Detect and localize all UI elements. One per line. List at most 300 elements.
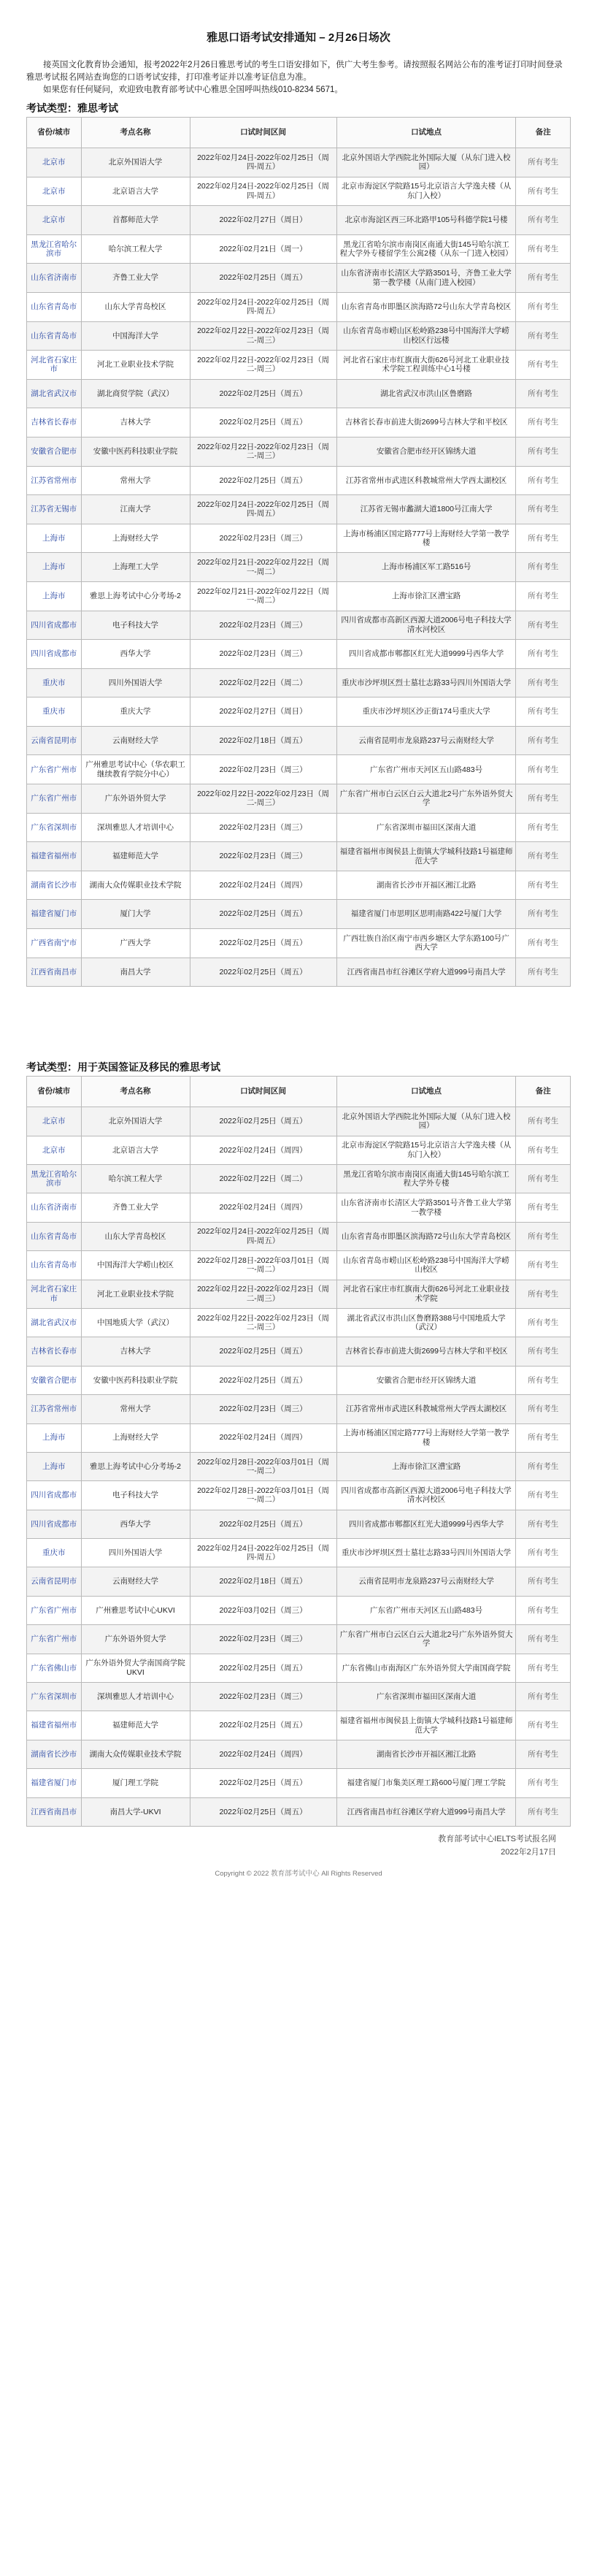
cell-center: 四川外国语大学 xyxy=(81,668,190,697)
cell-center: 北京外国语大学 xyxy=(81,1107,190,1136)
table-row xyxy=(27,1423,571,1452)
cell-center: 吉林大学 xyxy=(81,1337,190,1366)
cell-time: 2022年02月24日-2022年02月25日（周四-周五） xyxy=(190,292,336,321)
cell-note: 所有考生 xyxy=(516,321,571,351)
cell-city: 福建省福州市 xyxy=(27,842,82,871)
cell-city: 吉林省长春市 xyxy=(27,408,82,437)
cell-time: 2022年02月25日（周五） xyxy=(190,264,336,293)
table-row xyxy=(27,1395,571,1423)
cell-center: 北京外国语大学 xyxy=(81,148,190,177)
intro-paragraph: 接英国文化教育协会通知，报考2022年2月26日雅思考试的考生口语安排如下，供广大考生参考。请按照报名网站公布的准考证打印时间登录雅思考试报名网站查询您的口语考试安排，打印准考证并以准考证信息为准。 xyxy=(26,61,563,82)
cell-center: 北京语言大学 xyxy=(81,177,190,206)
cell-note: 所有考生 xyxy=(516,755,571,784)
cell-center: 福建师范大学 xyxy=(81,842,190,871)
intro-paragraph: 如果您有任何疑问，欢迎致电教育部考试中心雅思全国呼叫热线010-8234 5671。 xyxy=(43,85,343,94)
cell-center: 广州雅思考试中心UKVI xyxy=(81,1596,190,1624)
footer-date: 2022年2月17日 xyxy=(501,1847,556,1857)
cell-location: 云南省昆明市龙泉路237号云南财经大学 xyxy=(336,726,516,755)
cell-city: 广东省佛山市 xyxy=(27,1654,82,1682)
cell-time: 2022年02月22日-2022年02月23日（周二-周三） xyxy=(190,784,336,814)
cell-location: 广东省广州市天河区五山路483号 xyxy=(336,1596,516,1624)
cell-note: 所有考生 xyxy=(516,1769,571,1797)
table-row xyxy=(27,726,571,755)
cell-city: 北京市 xyxy=(27,206,82,235)
cell-location: 山东省青岛市即墨区滨海路72号山东大学青岛校区 xyxy=(336,292,516,321)
cell-note: 所有考生 xyxy=(516,581,571,611)
cell-note: 所有考生 xyxy=(516,784,571,814)
footer-org: 教育部考试中心IELTS考试报名网 xyxy=(438,1834,556,1843)
cell-note: 所有考生 xyxy=(516,1165,571,1193)
cell-city: 山东省青岛市 xyxy=(27,1251,82,1280)
cell-note: 所有考生 xyxy=(516,1222,571,1250)
cell-center: 中国海洋大学 xyxy=(81,321,190,351)
header-note: 备注 xyxy=(516,118,571,148)
cell-time: 2022年02月22日-2022年02月23日（周二-周三） xyxy=(190,1308,336,1337)
cell-city: 黑龙江省哈尔滨市 xyxy=(27,234,82,264)
cell-location: 山东省济南市长清区大学路3501号齐鲁工业大学第一教学楼 xyxy=(336,1193,516,1222)
table-row xyxy=(27,697,571,727)
table-row xyxy=(27,1165,571,1193)
cell-city: 福建省厦门市 xyxy=(27,900,82,929)
header-center: 考点名称 xyxy=(81,118,190,148)
cell-time: 2022年02月23日（周三） xyxy=(190,1683,336,1711)
cell-time: 2022年02月21日-2022年02月22日（周一-周二） xyxy=(190,581,336,611)
cell-note: 所有考生 xyxy=(516,408,571,437)
cell-location: 四川省成都市高新区西源大道2006号电子科技大学清水河校区 xyxy=(336,611,516,640)
cell-location: 湖北省武汉市洪山区鲁磨路388号中国地质大学（武汉） xyxy=(336,1308,516,1337)
cell-note: 所有考生 xyxy=(516,1107,571,1136)
table-row xyxy=(27,1711,571,1740)
cell-location: 福建省厦门市集美区理工路600号厦门理工学院 xyxy=(336,1769,516,1797)
header-city: 省份/城市 xyxy=(27,1077,82,1107)
cell-location: 江苏省无锡市蠡湖大道1800号江南大学 xyxy=(336,495,516,524)
cell-center: 哈尔滨工程大学 xyxy=(81,234,190,264)
table-row xyxy=(27,1625,571,1654)
cell-location: 重庆市沙坪坝区沙正街174号重庆大学 xyxy=(336,697,516,727)
table-row xyxy=(27,292,571,321)
cell-note: 所有考生 xyxy=(516,1539,571,1567)
cell-location: 江苏省常州市武进区科教城常州大学西太湖校区 xyxy=(336,466,516,495)
cell-center: 吉林大学 xyxy=(81,408,190,437)
cell-time: 2022年02月27日（周日） xyxy=(190,206,336,235)
table-row xyxy=(27,842,571,871)
cell-location: 河北省石家庄市红旗南大街626号河北工业职业技术学院 xyxy=(336,1280,516,1308)
cell-time: 2022年02月23日（周三） xyxy=(190,640,336,669)
cell-center: 湖南大众传媒职业技术学院 xyxy=(81,871,190,900)
cell-center: 安徽中医药科技职业学院 xyxy=(81,1366,190,1394)
copyright: Copyright © 2022 教育部考试中心 All Rights Reserved xyxy=(215,1869,382,1878)
cell-note: 所有考生 xyxy=(516,1740,571,1768)
cell-center: 深圳雅思人才培训中心 xyxy=(81,813,190,842)
cell-note: 所有考生 xyxy=(516,900,571,929)
table-header-row xyxy=(27,1077,571,1107)
cell-time: 2022年02月28日-2022年03月01日（周一-周二） xyxy=(190,1481,336,1510)
cell-city: 四川省成都市 xyxy=(27,1510,82,1538)
table-row xyxy=(27,1366,571,1394)
cell-center: 云南财经大学 xyxy=(81,1567,190,1596)
section-gap xyxy=(26,987,571,1057)
cell-location: 江苏省常州市武进区科教城常州大学西太湖校区 xyxy=(336,1395,516,1423)
footer-signature xyxy=(26,1832,571,1859)
cell-center: 湖南大众传媒职业技术学院 xyxy=(81,1740,190,1768)
cell-time: 2022年02月25日（周五） xyxy=(190,1337,336,1366)
cell-time: 2022年02月25日（周五） xyxy=(190,1107,336,1136)
table-row xyxy=(27,871,571,900)
cell-city: 重庆市 xyxy=(27,668,82,697)
cell-location: 黑龙江省哈尔滨市南岗区南通大街145号哈尔滨工程大学外专楼 xyxy=(336,1165,516,1193)
cell-note: 所有考生 xyxy=(516,234,571,264)
cell-time: 2022年02月22日（周二） xyxy=(190,1165,336,1193)
cell-center: 广西大学 xyxy=(81,929,190,958)
table-row xyxy=(27,1683,571,1711)
cell-city: 广东省深圳市 xyxy=(27,813,82,842)
cell-city: 广东省深圳市 xyxy=(27,1683,82,1711)
cell-center: 广州雅思考试中心（华农职工继续教育学院分中心） xyxy=(81,755,190,784)
cell-city: 湖北省武汉市 xyxy=(27,1308,82,1337)
cell-note: 所有考生 xyxy=(516,177,571,206)
cell-time: 2022年02月24日（周四） xyxy=(190,1193,336,1222)
table-row xyxy=(27,1654,571,1682)
cell-time: 2022年02月25日（周五） xyxy=(190,1510,336,1538)
cell-note: 所有考生 xyxy=(516,1280,571,1308)
cell-city: 湖南省长沙市 xyxy=(27,1740,82,1768)
cell-note: 所有考生 xyxy=(516,1193,571,1222)
cell-note: 所有考生 xyxy=(516,813,571,842)
cell-city: 云南省昆明市 xyxy=(27,726,82,755)
cell-note: 所有考生 xyxy=(516,1683,571,1711)
cell-note: 所有考生 xyxy=(516,929,571,958)
cell-city: 安徽省合肥市 xyxy=(27,1366,82,1394)
cell-center: 西华大学 xyxy=(81,640,190,669)
cell-location: 北京市海淀区学院路15号北京语言大学逸夫楼（从东门入校） xyxy=(336,177,516,206)
cell-location: 福建省福州市闽侯县上街镇大学城科技路1号福建师范大学 xyxy=(336,1711,516,1740)
cell-center: 湖北商贸学院（武汉） xyxy=(81,379,190,408)
cell-time: 2022年02月22日-2022年02月23日（周二-周三） xyxy=(190,1280,336,1308)
cell-location: 江西省南昌市红谷滩区学府大道999号南昌大学 xyxy=(336,958,516,987)
cell-note: 所有考生 xyxy=(516,1625,571,1654)
cell-center: 厦门理工学院 xyxy=(81,1769,190,1797)
cell-note: 所有考生 xyxy=(516,1337,571,1366)
table-row xyxy=(27,640,571,669)
cell-center: 中国海洋大学崂山校区 xyxy=(81,1251,190,1280)
cell-note: 所有考生 xyxy=(516,1596,571,1624)
cell-city: 重庆市 xyxy=(27,697,82,727)
cell-time: 2022年02月27日（周日） xyxy=(190,697,336,727)
table-row xyxy=(27,900,571,929)
cell-city: 江苏省常州市 xyxy=(27,1395,82,1423)
cell-location: 北京市海淀区学院路15号北京语言大学逸夫楼（从东门入校） xyxy=(336,1136,516,1164)
cell-location: 上海市徐汇区漕宝路 xyxy=(336,1452,516,1480)
header-city: 省份/城市 xyxy=(27,118,82,148)
cell-note: 所有考生 xyxy=(516,640,571,669)
cell-center: 南昌大学-UKVI xyxy=(81,1797,190,1826)
cell-location: 广东省深圳市福田区深南大道 xyxy=(336,1683,516,1711)
header-note: 备注 xyxy=(516,1077,571,1107)
cell-center: 厦门大学 xyxy=(81,900,190,929)
section-heading-ukvi: 考试类型：用于英国签证及移民的雅思考试 xyxy=(26,1061,220,1074)
cell-location: 四川省成都市高新区西源大道2006号电子科技大学清水河校区 xyxy=(336,1481,516,1510)
table-row xyxy=(27,1136,571,1164)
cell-time: 2022年02月25日（周五） xyxy=(190,900,336,929)
table-row xyxy=(27,668,571,697)
cell-note: 所有考生 xyxy=(516,437,571,466)
cell-city: 河北省石家庄市 xyxy=(27,351,82,380)
cell-time: 2022年02月18日（周五） xyxy=(190,1567,336,1596)
table-row xyxy=(27,321,571,351)
cell-time: 2022年02月25日（周五） xyxy=(190,1366,336,1394)
table-row xyxy=(27,1337,571,1366)
cell-time: 2022年02月24日-2022年02月25日（周四-周五） xyxy=(190,177,336,206)
cell-city: 福建省福州市 xyxy=(27,1711,82,1740)
cell-city: 上海市 xyxy=(27,553,82,582)
cell-time: 2022年02月28日-2022年03月01日（周一-周二） xyxy=(190,1251,336,1280)
cell-city: 山东省青岛市 xyxy=(27,321,82,351)
cell-location: 黑龙江省哈尔滨市南岗区南通大街145号哈尔滨工程大学外专楼留学生公寓2楼（从东一门进入校园） xyxy=(336,234,516,264)
cell-center: 江南大学 xyxy=(81,495,190,524)
cell-note: 所有考生 xyxy=(516,264,571,293)
cell-center: 首都师范大学 xyxy=(81,206,190,235)
cell-center: 福建师范大学 xyxy=(81,1711,190,1740)
cell-center: 北京语言大学 xyxy=(81,1136,190,1164)
cell-location: 北京外国语大学西院北外国际大厦（从东门进入校园） xyxy=(336,148,516,177)
table-row xyxy=(27,1280,571,1308)
cell-city: 山东省青岛市 xyxy=(27,292,82,321)
cell-time: 2022年03月02日（周三） xyxy=(190,1596,336,1624)
cell-location: 山东省青岛市崂山区松岭路238号中国海洋大学崂山校区行远楼 xyxy=(336,321,516,351)
cell-location: 重庆市沙坪坝区烈士墓壮志路33号四川外国语大学 xyxy=(336,668,516,697)
cell-note: 所有考生 xyxy=(516,495,571,524)
header-location: 口试地点 xyxy=(336,1077,516,1107)
cell-note: 所有考生 xyxy=(516,466,571,495)
cell-note: 所有考生 xyxy=(516,1711,571,1740)
cell-city: 福建省厦门市 xyxy=(27,1769,82,1797)
cell-city: 广东省广州市 xyxy=(27,1596,82,1624)
table-row xyxy=(27,466,571,495)
header-center: 考点名称 xyxy=(81,1077,190,1107)
cell-note: 所有考生 xyxy=(516,611,571,640)
cell-location: 上海市杨浦区国定路777号上海财经大学第一教学楼 xyxy=(336,1423,516,1452)
cell-center: 广东外语外贸大学 xyxy=(81,1625,190,1654)
cell-city: 北京市 xyxy=(27,1136,82,1164)
table-row xyxy=(27,1797,571,1826)
cell-note: 所有考生 xyxy=(516,726,571,755)
header-time: 口试时间区间 xyxy=(190,1077,336,1107)
table-row xyxy=(27,437,571,466)
cell-time: 2022年02月24日（周四） xyxy=(190,1136,336,1164)
cell-time: 2022年02月23日（周三） xyxy=(190,842,336,871)
cell-location: 广西壮族自治区南宁市西乡塘区大学东路100号广西大学 xyxy=(336,929,516,958)
cell-center: 中国地质大学（武汉） xyxy=(81,1308,190,1337)
cell-note: 所有考生 xyxy=(516,553,571,582)
schedule-table-ukvi xyxy=(26,1076,571,1827)
cell-city: 黑龙江省哈尔滨市 xyxy=(27,1165,82,1193)
cell-location: 安徽省合肥市经开区锦绣大道 xyxy=(336,437,516,466)
cell-center: 河北工业职业技术学院 xyxy=(81,351,190,380)
table-row xyxy=(27,234,571,264)
intro-text xyxy=(26,59,571,96)
table-row xyxy=(27,408,571,437)
cell-note: 所有考生 xyxy=(516,351,571,380)
table-body xyxy=(27,148,571,987)
cell-center: 电子科技大学 xyxy=(81,611,190,640)
header-time: 口试时间区间 xyxy=(190,118,336,148)
cell-time: 2022年02月24日（周四） xyxy=(190,1740,336,1768)
cell-time: 2022年02月23日（周三） xyxy=(190,1625,336,1654)
cell-center: 常州大学 xyxy=(81,1395,190,1423)
table-header-row xyxy=(27,118,571,148)
cell-time: 2022年02月25日（周五） xyxy=(190,1797,336,1826)
cell-city: 安徽省合肥市 xyxy=(27,437,82,466)
schedule-table-ielts xyxy=(26,117,571,987)
table-row xyxy=(27,1769,571,1797)
table-row xyxy=(27,206,571,235)
cell-location: 河北省石家庄市红旗南大街626号河北工业职业技术学院工程训练中心1号楼 xyxy=(336,351,516,380)
cell-city: 上海市 xyxy=(27,524,82,553)
cell-time: 2022年02月23日（周三） xyxy=(190,611,336,640)
cell-location: 山东省青岛市崂山区松岭路238号中国海洋大学崂山校区 xyxy=(336,1251,516,1280)
table-row xyxy=(27,958,571,987)
cell-location: 安徽省合肥市经开区锦绣大道 xyxy=(336,1366,516,1394)
cell-center: 哈尔滨工程大学 xyxy=(81,1165,190,1193)
table-row xyxy=(27,1193,571,1222)
cell-location: 北京市海淀区西三环北路甲105号科德学院1号楼 xyxy=(336,206,516,235)
cell-time: 2022年02月25日（周五） xyxy=(190,929,336,958)
cell-city: 四川省成都市 xyxy=(27,1481,82,1510)
cell-note: 所有考生 xyxy=(516,1797,571,1826)
cell-time: 2022年02月24日-2022年02月25日（周四-周五） xyxy=(190,1222,336,1250)
cell-center: 雅思上海考试中心分考场-2 xyxy=(81,581,190,611)
cell-note: 所有考生 xyxy=(516,668,571,697)
table-row xyxy=(27,148,571,177)
cell-location: 山东省济南市长清区大学路3501号，齐鲁工业大学第一教学楼（从南门进入校园） xyxy=(336,264,516,293)
section-heading-ielts: 考试类型：雅思考试 xyxy=(26,102,118,114)
cell-time: 2022年02月24日（周四） xyxy=(190,1423,336,1452)
table-row xyxy=(27,581,571,611)
cell-city: 湖北省武汉市 xyxy=(27,379,82,408)
cell-note: 所有考生 xyxy=(516,292,571,321)
cell-note: 所有考生 xyxy=(516,148,571,177)
table-row xyxy=(27,1567,571,1596)
cell-center: 河北工业职业技术学院 xyxy=(81,1280,190,1308)
table-row xyxy=(27,929,571,958)
cell-center: 南昌大学 xyxy=(81,958,190,987)
table-row xyxy=(27,784,571,814)
cell-time: 2022年02月22日（周二） xyxy=(190,668,336,697)
cell-location: 云南省昆明市龙泉路237号云南财经大学 xyxy=(336,1567,516,1596)
cell-center: 上海财经大学 xyxy=(81,1423,190,1452)
cell-center: 齐鲁工业大学 xyxy=(81,264,190,293)
cell-center: 电子科技大学 xyxy=(81,1481,190,1510)
cell-time: 2022年02月18日（周五） xyxy=(190,726,336,755)
cell-city: 重庆市 xyxy=(27,1539,82,1567)
cell-note: 所有考生 xyxy=(516,206,571,235)
cell-location: 吉林省长春市前进大街2699号吉林大学和平校区 xyxy=(336,1337,516,1366)
cell-city: 上海市 xyxy=(27,581,82,611)
table-row xyxy=(27,1107,571,1136)
cell-city: 北京市 xyxy=(27,1107,82,1136)
table-row xyxy=(27,813,571,842)
cell-location: 广东省广州市白云区白云大道北2号广东外语外贸大学 xyxy=(336,784,516,814)
cell-center: 常州大学 xyxy=(81,466,190,495)
cell-city: 湖南省长沙市 xyxy=(27,871,82,900)
cell-note: 所有考生 xyxy=(516,1136,571,1164)
cell-city: 吉林省长春市 xyxy=(27,1337,82,1366)
cell-note: 所有考生 xyxy=(516,1366,571,1394)
cell-center: 四川外国语大学 xyxy=(81,1539,190,1567)
table-row xyxy=(27,1481,571,1510)
table-row xyxy=(27,351,571,380)
cell-time: 2022年02月22日-2022年02月23日（周二-周三） xyxy=(190,351,336,380)
cell-city: 上海市 xyxy=(27,1452,82,1480)
cell-location: 吉林省长春市前进大街2699号吉林大学和平校区 xyxy=(336,408,516,437)
cell-center: 雅思上海考试中心分考场-2 xyxy=(81,1452,190,1480)
cell-location: 湖南省长沙市开福区湘江北路 xyxy=(336,1740,516,1768)
cell-location: 广东省深圳市福田区深南大道 xyxy=(336,813,516,842)
table-row xyxy=(27,1222,571,1250)
cell-center: 安徽中医药科技职业学院 xyxy=(81,437,190,466)
cell-city: 江苏省常州市 xyxy=(27,466,82,495)
table-row xyxy=(27,1452,571,1480)
table-row xyxy=(27,495,571,524)
cell-location: 江西省南昌市红谷滩区学府大道999号南昌大学 xyxy=(336,1797,516,1826)
cell-note: 所有考生 xyxy=(516,379,571,408)
cell-time: 2022年02月22日-2022年02月23日（周二-周三） xyxy=(190,321,336,351)
header-location: 口试地点 xyxy=(336,118,516,148)
cell-time: 2022年02月25日（周五） xyxy=(190,408,336,437)
table-row xyxy=(27,1251,571,1280)
cell-location: 上海市杨浦区国定路777号上海财经大学第一教学楼 xyxy=(336,524,516,553)
cell-time: 2022年02月25日（周五） xyxy=(190,379,336,408)
cell-center: 上海理工大学 xyxy=(81,553,190,582)
cell-time: 2022年02月28日-2022年03月01日（周一-周二） xyxy=(190,1452,336,1480)
table-row xyxy=(27,611,571,640)
cell-note: 所有考生 xyxy=(516,1567,571,1596)
cell-city: 上海市 xyxy=(27,1423,82,1452)
table-body xyxy=(27,1107,571,1827)
cell-time: 2022年02月25日（周五） xyxy=(190,1769,336,1797)
cell-location: 广东省广州市天河区五山路483号 xyxy=(336,755,516,784)
cell-note: 所有考生 xyxy=(516,1452,571,1480)
cell-center: 山东大学青岛校区 xyxy=(81,1222,190,1250)
cell-city: 北京市 xyxy=(27,148,82,177)
cell-time: 2022年02月22日-2022年02月23日（周二-周三） xyxy=(190,437,336,466)
cell-center: 西华大学 xyxy=(81,1510,190,1538)
cell-city: 山东省青岛市 xyxy=(27,1222,82,1250)
cell-time: 2022年02月23日（周三） xyxy=(190,1395,336,1423)
cell-time: 2022年02月21日-2022年02月22日（周一-周二） xyxy=(190,553,336,582)
cell-city: 广东省广州市 xyxy=(27,755,82,784)
cell-center: 山东大学青岛校区 xyxy=(81,292,190,321)
table-row xyxy=(27,755,571,784)
cell-note: 所有考生 xyxy=(516,958,571,987)
cell-location: 上海市杨浦区军工路516号 xyxy=(336,553,516,582)
cell-location: 湖北省武汉市洪山区鲁磨路 xyxy=(336,379,516,408)
cell-time: 2022年02月24日-2022年02月25日（周四-周五） xyxy=(190,495,336,524)
cell-note: 所有考生 xyxy=(516,524,571,553)
table-row xyxy=(27,1510,571,1538)
cell-time: 2022年02月23日（周三） xyxy=(190,524,336,553)
cell-city: 广东省广州市 xyxy=(27,784,82,814)
cell-center: 齐鲁工业大学 xyxy=(81,1193,190,1222)
cell-location: 广东省佛山市南海区广东外语外贸大学南国商学院 xyxy=(336,1654,516,1682)
cell-location: 四川省成都市郫都区红光大道9999号西华大学 xyxy=(336,1510,516,1538)
cell-time: 2022年02月24日（周四） xyxy=(190,871,336,900)
cell-note: 所有考生 xyxy=(516,1395,571,1423)
cell-city: 北京市 xyxy=(27,177,82,206)
cell-city: 广西省南宁市 xyxy=(27,929,82,958)
cell-city: 江西省南昌市 xyxy=(27,958,82,987)
cell-time: 2022年02月24日-2022年02月25日（周四-周五） xyxy=(190,148,336,177)
